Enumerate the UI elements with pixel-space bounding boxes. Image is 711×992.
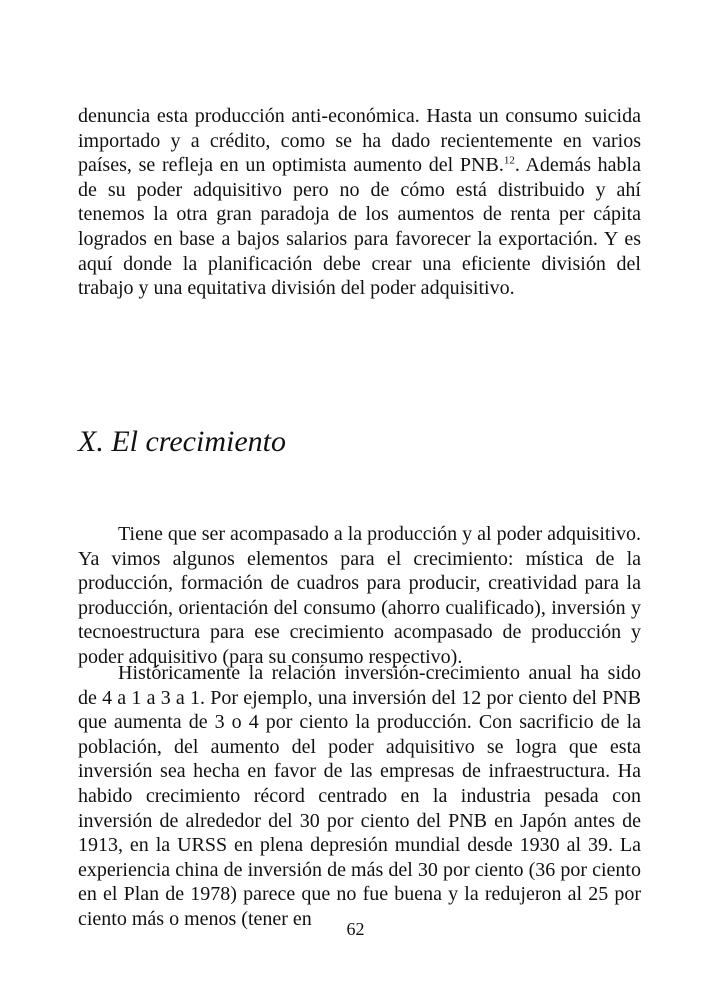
paragraph-1 xyxy=(78,104,641,301)
section-heading: X. El crecimiento xyxy=(78,425,286,458)
paragraph-1-text-a: denuncia esta producción anti-económica. Hasta un consumo suicida importado y a crédito, como se ha dado recientemente en varios países, se refleja en un optimista aumento del PNB. xyxy=(78,105,641,177)
page-number: 62 xyxy=(346,919,365,939)
footnote-ref: 12 xyxy=(503,154,515,167)
paragraph-1-text-b: . Además habla de su poder adquisitivo pero no de cómo está distribuido y ahí tenemos la otra gran paradoja de los aumentos de renta per cápita logrados en base a bajos salarios para favorecer la exportación. Y es aquí donde la planificación debe crear una eficiente división del trabajo y una equitativa división del poder adquisitivo. xyxy=(78,154,641,300)
paragraph-2: Tiene que ser acompasado a la producción y al poder adquisitivo. Ya vimos algunos elementos para el crecimiento: mística de la producción, formación de cuadros para producir, creatividad para la producción, orientación del consumo (ahorro cualificado), inversión y tecnoestructura para ese crecimiento acompasado de producción y poder adquisitivo (para su consumo respectivo). xyxy=(78,523,642,668)
paragraph-3: Históricamente la relación inversión-crecimiento anual ha sido de 4 a 1 a 3 a 1. Por ejemplo, una inversión del 12 por ciento del PNB que aumenta de 3 o 4 por ciento la producción. Con sacrificio de la población, del aumento del poder adquisitivo se logra que esta inversión sea hecha en favor de las empresas de infraestructura. Ha habido crecimiento récord centrado en la industria pesada con inversión de alrededor del 30 por ciento del PNB en Japón antes de 1913, en la URSS en plena depresión mundial desde 1930 al 39. La experiencia china de inversión de más del 30 por ciento (36 por ciento en el Plan de 1978) parece que no fue buena y la redujeron al 25 por ciento más o menos (tener en xyxy=(78,662,641,930)
